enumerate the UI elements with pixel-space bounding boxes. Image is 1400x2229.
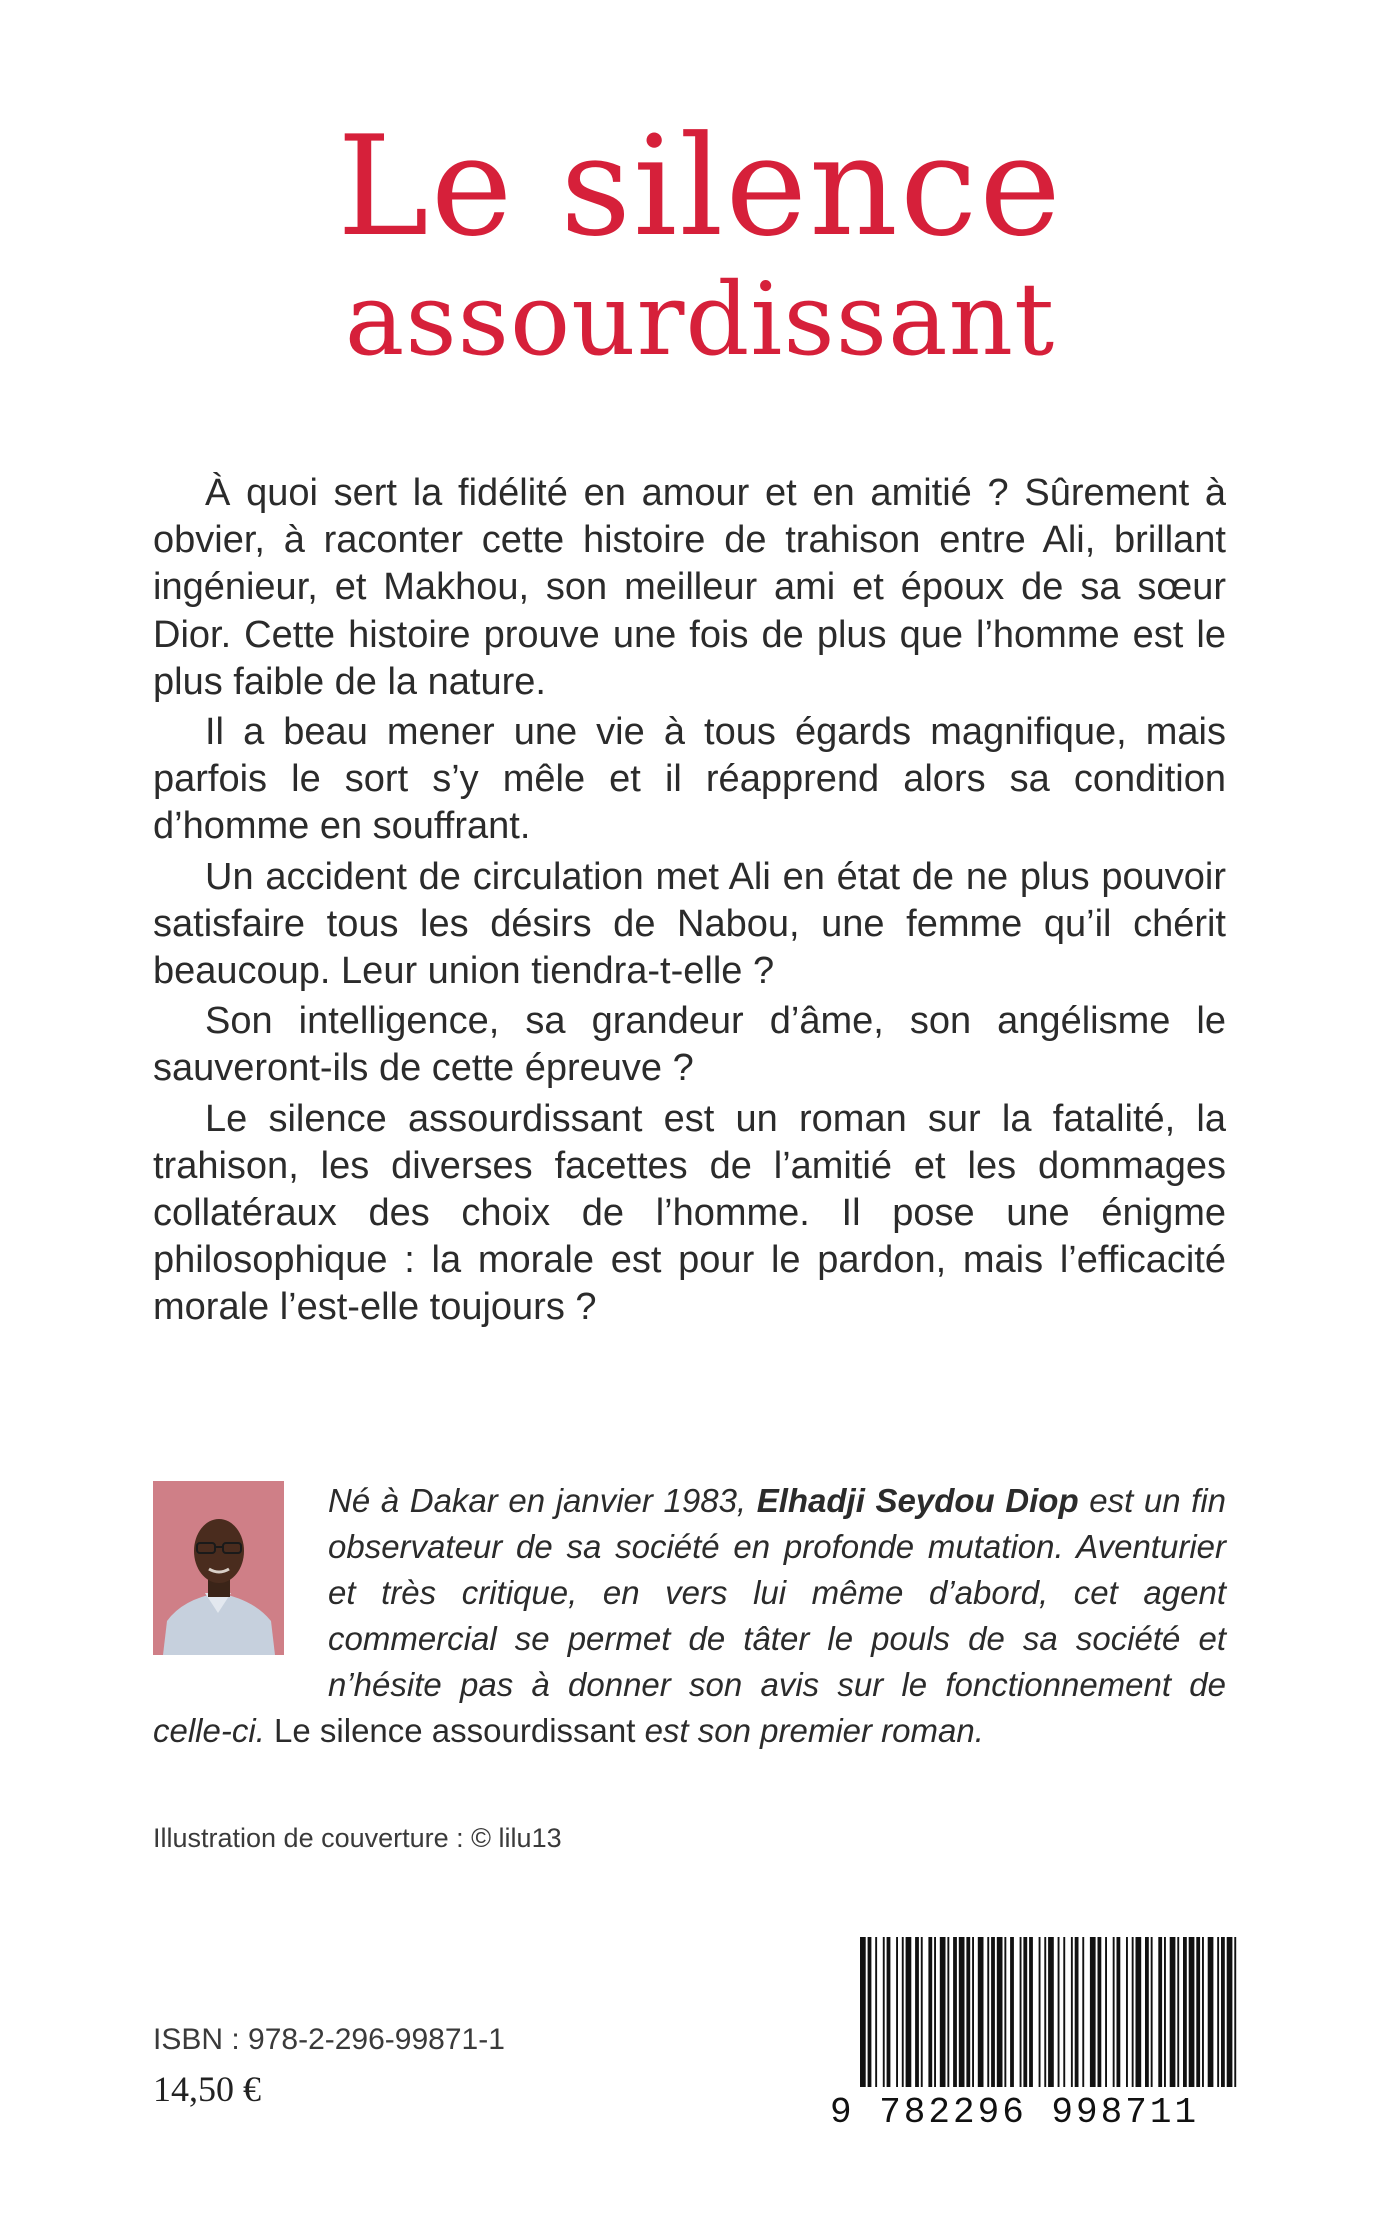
barcode-bar [953,1937,957,2087]
barcode-bar [1020,1937,1022,2087]
bio-text-end: est son premier roman. [635,1712,984,1749]
barcode-bar [915,1937,919,2087]
barcode-bar [1004,1937,1006,2087]
barcode-bar [896,1937,898,2087]
barcode-bar [947,1937,949,2087]
barcode-bar [1075,1937,1079,2087]
barcode-bar [1058,1937,1060,2087]
barcode-bar [1189,1937,1195,2087]
barcode-bar [1217,1937,1219,2087]
author-bio [153,1478,1226,1754]
barcode-number: 9 782296 998711 [830,2092,1200,2133]
barcode-bar [972,1937,974,2087]
barcode-bar [1105,1937,1107,2087]
barcode-bar [1177,1937,1179,2087]
barcode-bar [997,1937,1003,2087]
blurb-paragraph: Son intelligence, sa grandeur d’âme, son angélisme le sauveront-ils de cette épreuve ? [153,1000,1226,1090]
barcode-bar [1039,1937,1041,2087]
barcode-bar [991,1937,995,2087]
barcode-bar [1044,1937,1046,2087]
barcode-bar [1145,1937,1149,2087]
barcode-bar [1227,1937,1233,2087]
blurb-paragraph: Il a beau mener une vie à tous égards magnifique, mais parfois le sort s’y mêle et il réapprend alors sa condition d’homme en souffrant. [153,711,1226,848]
barcode-bar [1196,1937,1200,2087]
barcode-bar [1098,1937,1102,2087]
barcode-bar [966,1937,970,2087]
barcode-bar [1132,1937,1134,2087]
barcode-bar [940,1937,946,2087]
barcode-bar [1029,1937,1033,2087]
book-title-line-2: assourdissant [344,261,1056,378]
barcode-bar [1234,1937,1236,2087]
price: 14,50 € [153,2069,261,2109]
barcode-bar [987,1937,989,2087]
barcode-bar [1117,1937,1121,2087]
barcode-bar [1082,1937,1084,2087]
barcode-bar [978,1937,984,2087]
barcode-bar [1202,1937,1204,2087]
barcode-bar [875,1937,877,2087]
barcode-bar [860,1937,866,2087]
barcode-icon [860,1937,1240,2087]
barcode-bar [1063,1937,1065,2087]
bio-text-body: est un fin observateur de sa société en profonde mutation. Aventurier et très critique, en vers lui même d’abord, cet agent commercial se permet de tâter le pouls de sa société et n’hésite pas à donner son avis sur le fonctionnement de celle-ci. [153,1482,1227,1749]
isbn: ISBN : 978-2-296-99871-1 [153,2023,505,2056]
barcode-bar [1048,1937,1054,2087]
illustration-credit: Illustration de couverture : © lilu13 [153,1823,562,1853]
bio-book-title: Le silence assourdissant [274,1712,636,1749]
back-cover-blurb [153,470,1226,1335]
barcode-bar [1136,1937,1142,2087]
book-title-line-1: Le silence [337,106,1063,267]
barcode-bar [1090,1937,1096,2087]
barcode-bar [887,1937,891,2087]
barcode-bar [1126,1937,1128,2087]
barcode-bar [934,1937,936,2087]
barcode-bar [883,1937,885,2087]
barcode-bar [906,1937,912,2087]
barcode-bar [1023,1937,1027,2087]
barcode-bar [1151,1937,1153,2087]
barcode-bar [1158,1937,1162,2087]
barcode-bar [1221,1937,1225,2087]
blurb-paragraph: Un accident de circulation met Ali en état de ne plus pouvoir satisfaire tous les désirs de Nabou, une femme qu’il chérit beaucoup. Leur union tiendra-t-elle ? [153,855,1226,993]
barcode-bar [1010,1937,1014,2087]
bio-text-intro: Né à Dakar en janvier 1983, [328,1482,757,1519]
barcode-bar [921,1937,923,2087]
author-name: Elhadji Seydou Diop [756,1482,1079,1519]
barcode-bar [959,1937,965,2087]
blurb-paragraph: Le silence assourdissant est un roman sur la fatalité, la trahison, les diverses facettes de l’amitié et les dommages collatéraux des choix de l’homme. Il pose une énigme philosophique : la morale est pour le pardon, mais l’efficacité morale l’est-elle toujours ? [153,1097,1226,1329]
barcode-bar [1071,1937,1073,2087]
barcode-bar [1208,1937,1214,2087]
barcode-bar [1164,1937,1166,2087]
barcode-bar [928,1937,932,2087]
barcode-bar [902,1937,904,2087]
barcode-bar [1183,1937,1187,2087]
blurb-paragraph: À quoi sert la fidélité en amour et en amitié ? Sûrement à obvier, à raconter cette histoire de trahison entre Ali, brillant ingénieur, et Makhou, son meilleur ami et époux de sa sœur Dior. Cette histoire prouve une fois de plus que l’homme est le plus faible de la nature. [153,472,1226,703]
barcode-bar [868,1937,872,2087]
barcode-bar [1113,1937,1115,2087]
barcode-bar [1170,1937,1176,2087]
